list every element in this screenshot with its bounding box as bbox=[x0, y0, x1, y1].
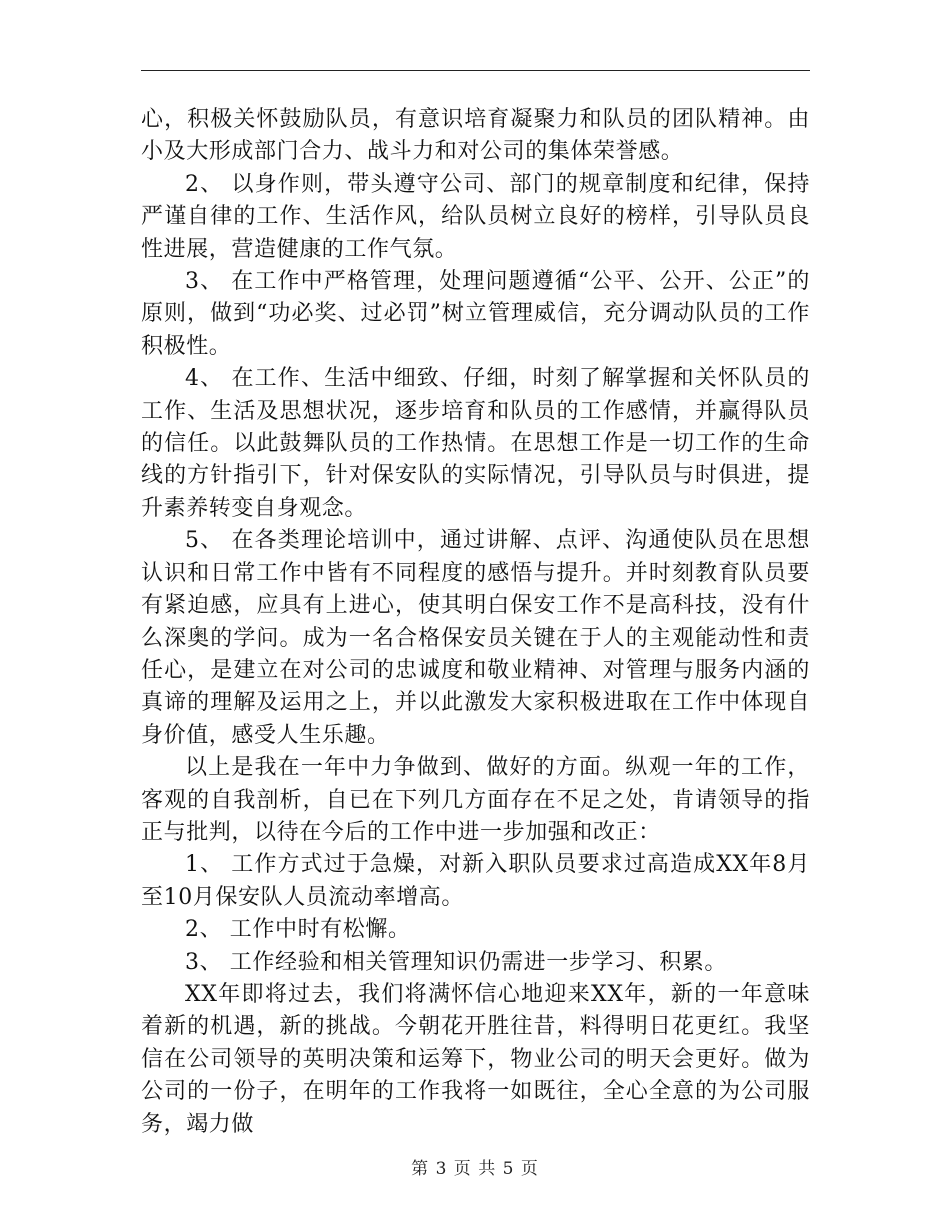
paragraph-item-4: 4、 在工作、生活中细致、仔细，时刻了解掌握和关怀队员的工作、生活及思想状况，逐步培育和队员的工作感情，并赢得队员的信任。以此鼓舞队员的工作热情。在思想工作是一切工作的生命线的方针指引下，针对保安队的实际情况，引导队员与时俱进，提升素养转变自身观念。 bbox=[141, 366, 810, 521]
paragraph-summary: 以上是我在一年中力争做到、做好的方面。纵观一年的工作，客观的自我剖析，自已在下列几方面存在不足之处，肯请领导的指正与批判，以待在今后的工作中进一步加强和改正： bbox=[141, 755, 810, 845]
paragraph-shortcoming-2: 2、 工作中时有松懈。 bbox=[185, 917, 411, 943]
page-number-footer: 第 3 页 共 5 页 bbox=[411, 1159, 539, 1179]
header-rule bbox=[141, 70, 810, 71]
paragraph-shortcoming-3: 3、 工作经验和相关管理知识仍需进一步学习、积累。 bbox=[185, 949, 727, 975]
paragraph-shortcoming-1: 1、 工作方式过于急燥，对新入职队员要求过高造成XX年8月至10月保安队人员流动率增高。 bbox=[141, 852, 810, 910]
paragraph-item-2: 2、 以身作则，带头遵守公司、部门的规章制度和纪律，保持严谨自律的工作、生活作风，给队员树立良好的榜样，引导队员良性进展，营造健康的工作气氛。 bbox=[141, 171, 810, 262]
paragraph-outlook: XX年即将过去，我们将满怀信心地迎来XX年，新的一年意味着新的机遇，新的挑战。今朝花开胜往昔，料得明日花更红。我坚信在公司领导的英明决策和运筹下，物业公司的明天会更好。做为公司的一份子，在明年的工作我将一如既往，全心全意的为公司服务，竭力做 bbox=[141, 981, 810, 1137]
paragraph-continuation: 心，积极关怀鼓励队员，有意识培育凝聚力和队员的团队精神。由小及大形成部门合力、战斗力和对公司的集体荣誉感。 bbox=[141, 107, 810, 165]
document-body bbox=[141, 104, 810, 1141]
paragraph-item-5: 5、 在各类理论培训中，通过讲解、点评、沟通使队员在思想认识和日常工作中皆有不同程度的感悟与提升。并时刻教育队员要有紧迫感，应具有上进心，使其明白保安工作不是高科技，没有什么深奥的学问。成为一名合格保安员关键在于人的主观能动性和责任心，是建立在对公司的忠诚度和敬业精神、对管理与服务内涵的真谛的理解及运用之上，并以此激发大家积极进取在工作中体现自身价值，感受人生乐趣。 bbox=[141, 528, 810, 748]
paragraph-item-3: 3、 在工作中严格管理，处理问题遵循“公平、公开、公正”的原则，做到“功必奖、过必罚”树立管理威信，充分调动队员的工作积极性。 bbox=[141, 269, 810, 359]
